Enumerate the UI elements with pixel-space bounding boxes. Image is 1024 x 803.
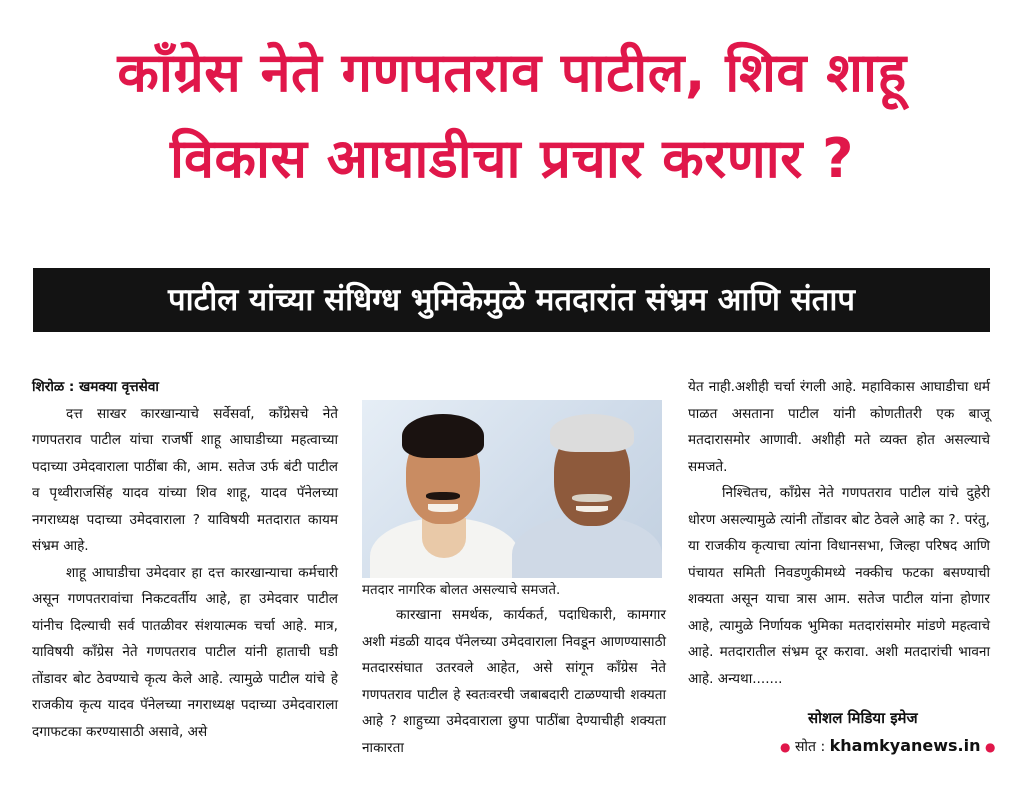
article-column-3 [688, 374, 990, 692]
source-site: khamkyanews.in [829, 736, 981, 755]
source-title: सोशल मिडिया इमेज [808, 709, 918, 727]
bullet-icon: ● [780, 740, 791, 754]
bullet-icon: ● [984, 740, 996, 754]
article-column-2 [362, 602, 666, 761]
photo-caption: मतदार नागरिक बोलत असल्याचे समजते. [362, 583, 561, 598]
column1-paragraph: दत्त साखर कारखान्याचे सर्वेसर्वा, कॉंग्रेसचे नेते गणपतराव पाटील यांचा राजर्षी शाहू आघाडीच्या महत्वाच्या पदाच्या उमेदवाराला पाठींबा की, आम. सतेज उर्फ बंटी पाटील व पृथ्वीराजसिंह यादव यांच्या शिव शाहू, यादव पॅनेलच्या नगराध्यक्ष पदाच्या उमेदवाराला ? याविषयी मतदारात कायम संभ्रम आहे. [32, 405, 338, 554]
dateline: शिरोळ : खमक्या वृत्तसेवा [32, 379, 159, 395]
leaders-photo [362, 400, 662, 578]
headline [40, 30, 984, 202]
left-person-figure [362, 400, 522, 578]
column3-paragraph: निश्चितच, कॉंग्रेस नेते गणपतराव पाटील यांचे दुहेरी धोरण असल्यामुळे त्यांनी तोंडावर बोट ठेवले आहे का ?. परंतु, या राजकीय कृत्याचा त्यांना विधानसभा, जिल्हा परिषद आणि पंचायत समिती निवडणुकीमध्ये नक्कीच फटका बसण्याची शक्यता असून याचा त्रास आम. सतेज पाटील यांना होणार आहे, त्यामुळे निर्णायक भुमिका मतदारांसमोर मांडणे महत्वाचे आहे. मतदारातील संभ्रम दूर करावा. अशी मतदारांची भावना आहे. अन्यथा....... [688, 485, 990, 687]
headline-line-1: कॉंग्रेस नेते गणपतराव पाटील, शिव शाहू [117, 41, 907, 104]
headline-line-2: विकास आघाडीचा प्रचार करणार ? [170, 127, 854, 190]
column3-paragraph: येत नाही.अशीही चर्चा रंगली आहे. महाविकास आघाडीचा धर्म पाळत असताना पाटील यांनी कोणतीतरी एक बाजू मतदारासमोर आणावी. अशीही मते व्यक्त होत असल्याचे समजते. [688, 379, 990, 475]
source-line [780, 736, 995, 756]
article-column-1 [32, 374, 338, 745]
source-label: सोत : [794, 739, 826, 755]
subheadline-bar [33, 268, 990, 332]
right-person-figure [512, 400, 662, 578]
column2-paragraph: कारखाना समर्थक, कार्यकर्त, पदाधिकारी, कामगार अशी मंडळी यादव पॅनेलच्या उमेदवाराला निवडून आणण्यासाठी मतदारसंघात उतरवले आहेत, असे सांगून कॉंग्रेस नेते गणपतराव पाटील हे स्वतःवरची जबाबदारी टाळण्याची शक्यता आहे ? शाहुच्या उमेदवाराला छुपा पाठींबा देण्याचीही शक्यता नाकारता [362, 607, 666, 756]
subheadline-text: पाटील यांच्या संधिग्ध भुमिकेमुळे मतदारांत संभ्रम आणि संताप [168, 282, 855, 318]
column1-paragraph: शाहू आघाडीचा उमेदवार हा दत्त कारखान्याचा कर्मचारी असून गणपतरावांचा निकटवर्तीय आहे, हा उमेदवार पाटील यांनीच दिल्याची सर्व पातळीवर संशयात्मक चर्चा आहे. मात्र, याविषयी कॉंग्रेस नेते गणपतराव पाटील यांनी हाताची घडी तोंडावर बोट ठेवण्याचे कृत्य केले आहे. त्यामुळे पाटील यांचे हे राजकीय कृत्य यादव पॅनेलच्या नगराध्यक्ष पदाच्या उमेदवाराला दगाफटका करण्यासाठी असावे, असे [32, 564, 338, 740]
